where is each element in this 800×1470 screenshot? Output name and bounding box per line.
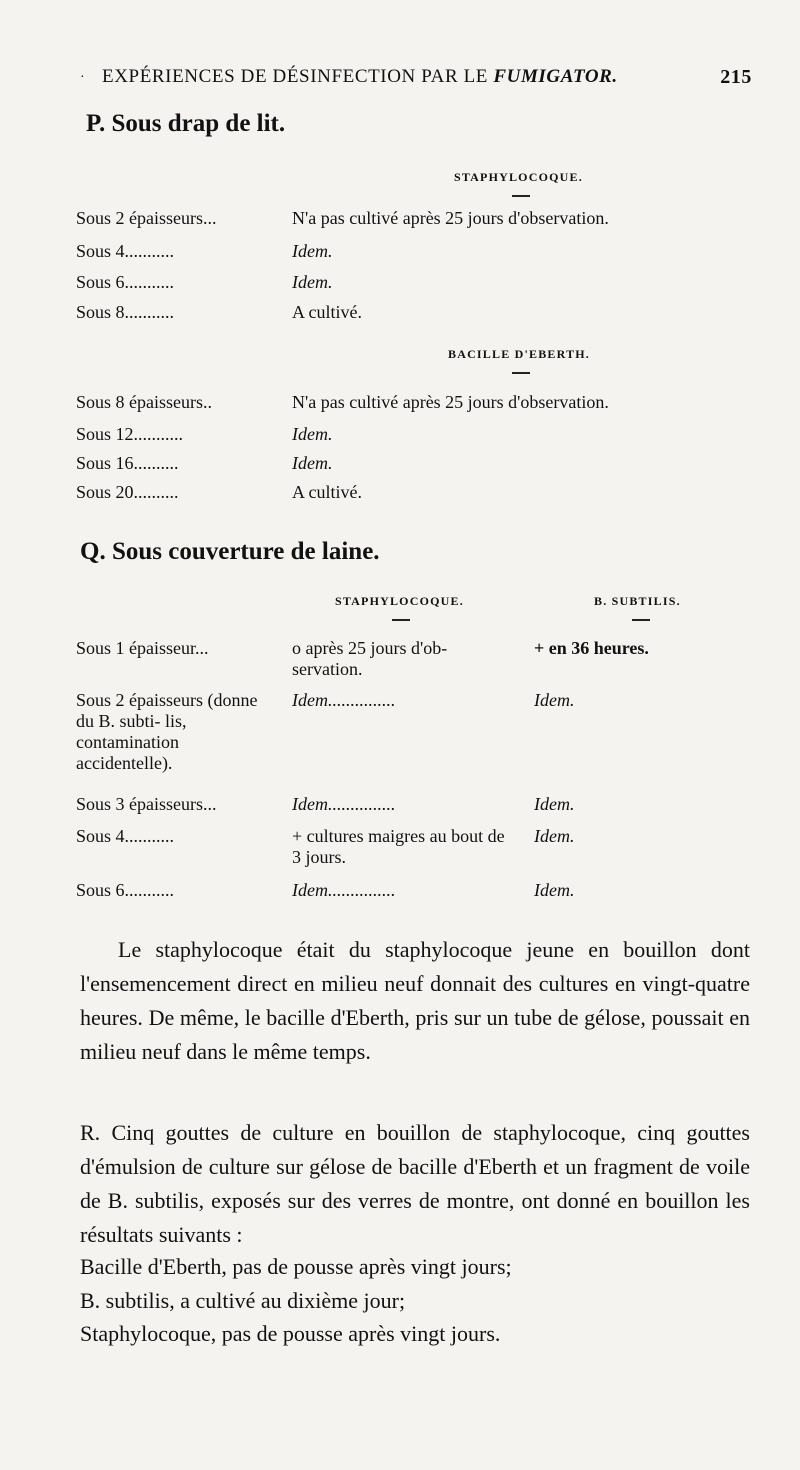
col-heading-staph: STAPHYLOCOQUE. — [335, 594, 464, 608]
section-q-title: Q. Sous couverture de laine. — [80, 538, 380, 565]
result-line: B. subtilis, a cultivé au dixième jour; — [80, 1288, 406, 1313]
row-result: Idem. — [292, 272, 333, 292]
row-subtilis: Idem. — [534, 880, 575, 900]
heading-rule — [512, 195, 530, 197]
row-result: Idem. — [292, 453, 333, 473]
row-label: Sous 16.......... — [76, 453, 179, 473]
row-staph: Idem............... — [292, 794, 396, 814]
running-title-text: EXPÉRIENCES DE DÉSINFECTION PAR LE — [102, 66, 494, 87]
row-result: Idem. — [292, 241, 333, 261]
paragraph-text: Le staphylocoque était du staphylocoque jeune en bouillon dont l'ensemencement direct en milieu neuf donnait des cultures en vingt-quatre heures. De même, le bacille d'Eberth, pris sur un tube de gélose, poussait en milieu neuf dans le même temps. — [80, 937, 750, 1064]
running-title-italic: FUMIGATOR. — [493, 66, 618, 87]
section-p-title: P. Sous drap de lit. — [86, 110, 286, 137]
col-heading-subtilis: B. SUBTILIS. — [594, 594, 681, 608]
row-result: N'a pas cultivé après 25 jours d'observation. — [292, 392, 609, 412]
heading-rule — [512, 372, 530, 374]
row-label: Sous 12........... — [76, 424, 184, 444]
eberth-heading: BACILLE D'EBERTH. — [448, 347, 591, 361]
row-label: Sous 20.......... — [76, 482, 179, 502]
row-result: A cultivé. — [292, 302, 362, 322]
heading-rule — [392, 619, 410, 621]
row-label: Sous 2 épaisseurs (donne du B. subti- lis, contamination accidentelle). — [76, 690, 258, 773]
result-line: Bacille d'Eberth, pas de pousse après vingt jours; — [80, 1254, 512, 1279]
row-subtilis: Idem. — [534, 794, 575, 814]
row-label: Sous 8........... — [76, 302, 175, 322]
row-label: Sous 4........... — [76, 826, 175, 846]
row-subtilis: Idem. — [534, 690, 575, 710]
row-result: N'a pas cultivé après 25 jours d'observation. — [292, 208, 609, 228]
running-header — [80, 66, 752, 96]
row-result: Idem. — [292, 424, 333, 444]
row-staph: Idem............... — [292, 880, 396, 900]
page-number: 215 — [720, 66, 752, 88]
row-label: Sous 1 épaisseur... — [76, 638, 209, 658]
row-label: Sous 3 épaisseurs... — [76, 794, 217, 814]
row-staph: + cultures maigres au bout de 3 jours. — [292, 826, 505, 867]
row-result: A cultivé. — [292, 482, 362, 502]
staph-heading: STAPHYLOCOQUE. — [454, 170, 583, 184]
row-label: Sous 2 épaisseurs... — [76, 208, 217, 228]
row-subtilis: + en 36 heures. — [534, 638, 649, 658]
paragraph-text: R. Cinq gouttes de culture en bouillon de staphylocoque, cinq gouttes d'émulsion de culture sur gélose de bacille d'Eberth et un fragment de voile de B. subtilis, exposés sur des verres de montre, ont donné en bouillon les résultats suivants : — [80, 1120, 750, 1247]
result-line: Staphylocoque, pas de pousse après vingt jours. — [80, 1321, 501, 1346]
row-staph: o après 25 jours d'ob- servation. — [292, 638, 448, 679]
row-label: Sous 8 épaisseurs.. — [76, 392, 212, 412]
row-label: Sous 6........... — [76, 880, 175, 900]
row-staph: Idem............... — [292, 690, 396, 710]
row-subtilis: Idem. — [534, 826, 575, 846]
row-label: Sous 4........... — [76, 241, 175, 261]
body-paragraph — [80, 933, 750, 1069]
row-label: Sous 6........... — [76, 272, 175, 292]
body-paragraph-r — [80, 1116, 750, 1252]
heading-rule — [632, 619, 650, 621]
header-bullet: · — [80, 70, 86, 85]
running-title — [102, 66, 618, 88]
